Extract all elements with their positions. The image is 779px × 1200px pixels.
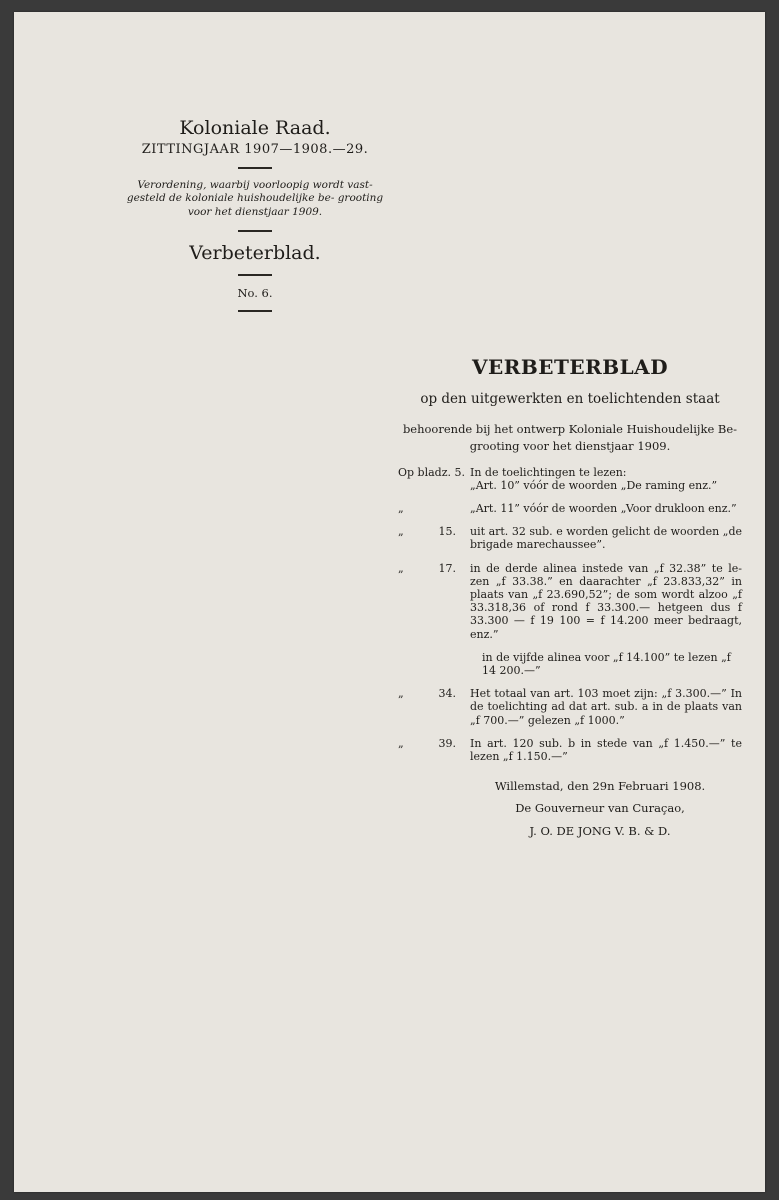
correction-text: Het totaal van art. 103 moet zijn: „f 3.300.—” In de toelichting ad dat art. sub. a in de plaats van „f 700.—” gelezen „f 1000.” <box>470 687 742 727</box>
corrigendum-heading: Verbeterblad. <box>189 241 321 264</box>
correction-entry <box>398 737 742 763</box>
correction-text: „Art. 10” vóór de woorden „De raming enz.” <box>470 478 718 492</box>
correction-entry <box>398 525 742 551</box>
correction-entry <box>398 562 742 641</box>
main-title: VERBETERBLAD <box>471 355 669 379</box>
divider <box>238 310 272 312</box>
date-line: Willemstad, den 29n Februari 1908. <box>494 779 706 794</box>
correction-text: uit art. 32 sub. e worden gelicht de woorden „de brigade marechaussee”. <box>470 525 742 552</box>
page-number: 39. <box>438 736 456 750</box>
main-subtitle: op den uitgewerkten en toelichtenden staat <box>420 391 720 407</box>
correction-text: In de toelichtingen te lezen: <box>470 465 627 479</box>
ordinance-description: Verordening, waarbij voorloopig wordt vast- gesteld de koloniale huishoudelijke be- grooting voor het dienstjaar 1909. <box>126 178 384 219</box>
session-line: ZITTINGJAAR 1907—1908.—29. <box>141 141 369 157</box>
page-number: 15. <box>438 525 456 539</box>
header-block <box>124 117 386 322</box>
page-reference: Op bladz. 5. <box>398 465 465 479</box>
ditto-mark: „ <box>398 736 404 750</box>
divider <box>238 167 272 169</box>
correction-text: „Art. 11” vóór de woorden „Voor drukloon enz.” <box>470 502 737 516</box>
correction-entry <box>398 502 742 515</box>
ditto-mark: „ <box>398 687 404 701</box>
signatory-name: J. O. DE JONG V. B. & D. <box>529 823 671 838</box>
correction-entry <box>398 466 742 492</box>
ditto-mark: „ <box>398 525 404 539</box>
signature-block <box>398 775 742 842</box>
correction-entry <box>398 687 742 727</box>
ditto-mark: „ <box>398 561 404 575</box>
divider <box>238 230 272 232</box>
extra-paragraph: in de vijfde alinea voor „f 14.100” te lezen „f 14 200.—” <box>482 650 731 677</box>
council-title: Koloniale Raad. <box>179 117 331 139</box>
correction-text: in de derde alinea instede van „f 32.38” te le- zen „f 33.38.” en daarachter „f 23.833,32” in plaats van „f 23.690,52”; de som wordt alzoo „f 33.318,36 of rond f 33.300.— hetgeen dus f 33.300 — f 19 100 = f 14.200 meer bedraagt, enz.” <box>470 561 742 641</box>
signatory-title: De Gouverneur van Curaçao, <box>515 801 685 816</box>
correction-text: In art. 120 sub. b in stede van „f 1.450.—” te lezen „f 1.150.—” <box>470 736 742 763</box>
document-number: No. 6. <box>237 285 273 300</box>
corrections-list <box>398 466 742 763</box>
document-page <box>14 12 765 1192</box>
main-body <box>398 355 742 842</box>
page-number: 34. <box>438 687 456 701</box>
main-intro: behoorende bij het ontwerp Koloniale Huishoudelijke Be- grooting voor het dienstjaar 1909. <box>402 422 738 454</box>
ditto-mark: „ <box>398 502 404 516</box>
page-number: 17. <box>438 561 456 575</box>
divider <box>238 274 272 276</box>
